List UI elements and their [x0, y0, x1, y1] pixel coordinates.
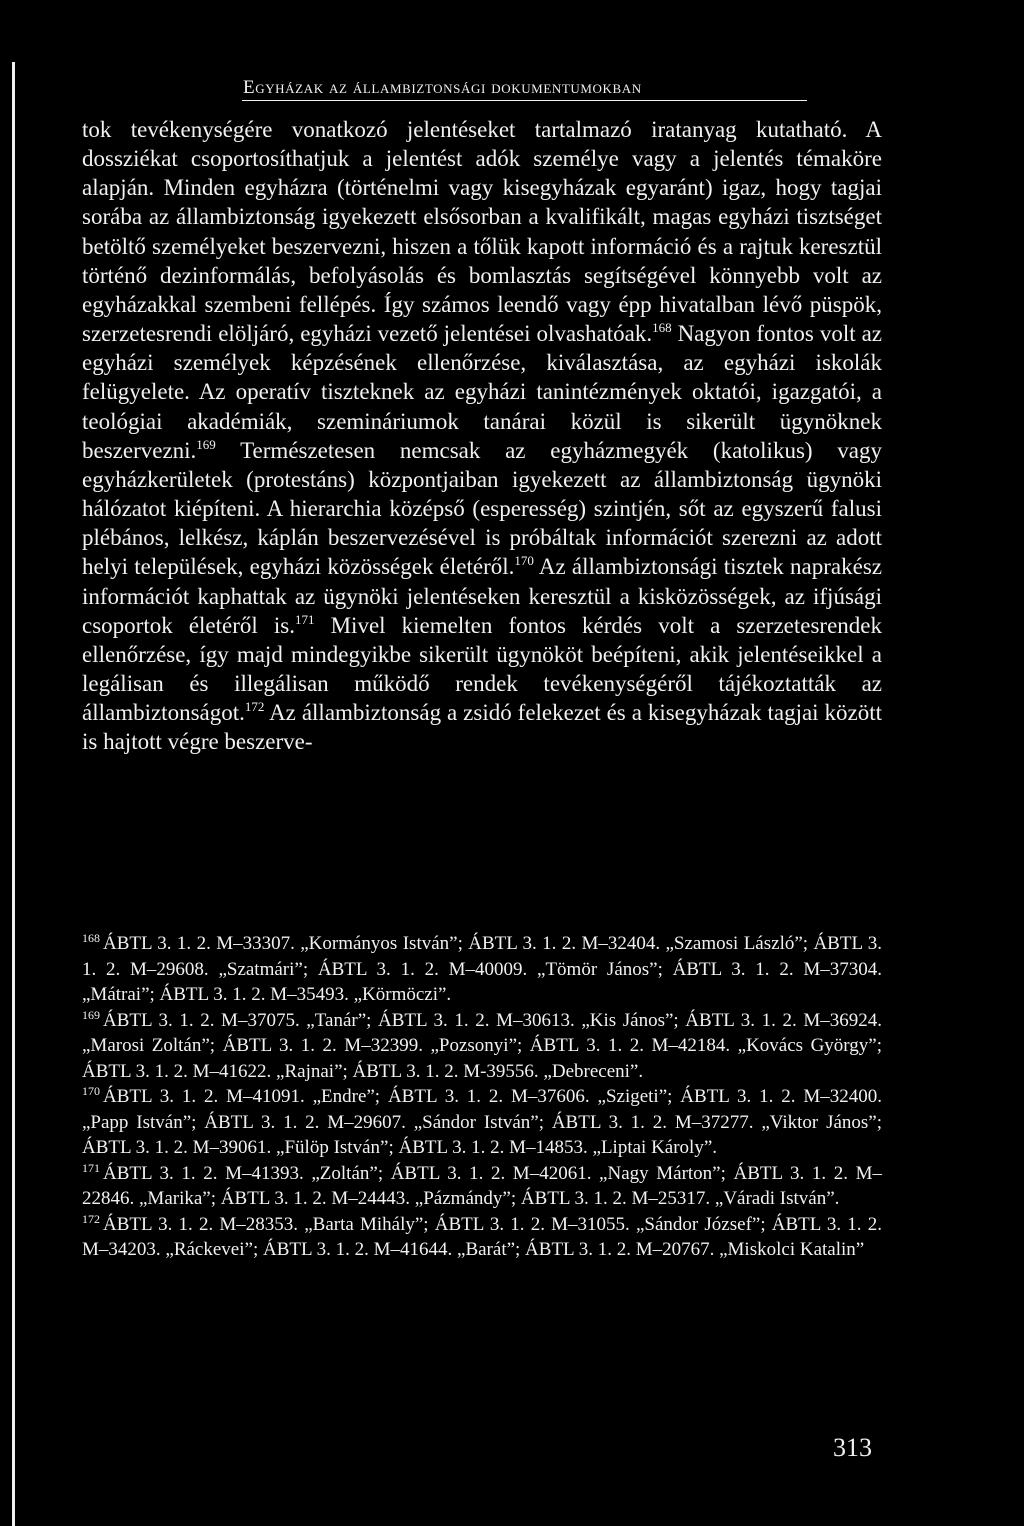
body-text-segment: Az állambiztonság a zsidó felekezet és a kisegyházak tagjai között is hajtott végre beszerve-: [82, 700, 882, 755]
footnote-number: 171: [82, 1160, 100, 1175]
footnote-number: 169: [82, 1007, 100, 1022]
footnote-number: 168: [82, 931, 100, 945]
footnote: [82, 1008, 882, 1085]
footnote-reference: 171: [294, 611, 315, 627]
footnote-reference: 172: [244, 699, 265, 715]
body-text-segment: Mivel kiemelten fontos kérdés volt a szerzetesrendek ellenőrzése, így majd mindegyikbe sikerült ügynököt beépíteni, akik jelentéseikkel a legálisan és illegálisan működő rendek tevékenységéről tájékoztatták az állambiztonságot.: [82, 612, 882, 726]
footnote-number: 172: [82, 1211, 100, 1226]
body-text-segment: Nagyon fontos volt az egyházi személyek képzésének ellenőrzése, kiválasztása, az egyházi iskolák felügyelete. Az operatív tiszteknek az egyházi tanintézmények oktatói, igazgatói, a teológiai akadémiák, szemináriumok tanárai közül is sikerült ügynöknek beszervezni.: [82, 321, 882, 463]
footnote-number: 170: [82, 1084, 100, 1098]
left-margin-line: [12, 62, 15, 1526]
footnote-text: ÁBTL 3. 1. 2. M–28353. „Barta Mihály”; ÁBTL 3. 1. 2. M–31055. „Sándor József”; ÁBTL 3. 1. 2. M–34203. „Ráckevei”; ÁBTL 3. 1. 2. M–41644. „Barát”; ÁBTL 3. 1. 2. M–20767. „Miskolci Katalin”: [82, 1213, 882, 1260]
footnote-text: ÁBTL 3. 1. 2. M–37075. „Tanár”; ÁBTL 3. 1. 2. M–30613. „Kis János”; ÁBTL 3. 1. 2. M–36924. „Marosi Zoltán”; ÁBTL 3. 1. 2. M–32399. „Pozsonyi”; ÁBTL 3. 1. 2. M–42184. „Kovács György”; ÁBTL 3. 1. 2. M–41622. „Rajnai”; ÁBTL 3. 1. 2. M-39556. „Debreceni”.: [82, 1009, 882, 1082]
footnote-text: ÁBTL 3. 1. 2. M–41091. „Endre”; ÁBTL 3. 1. 2. M–37606. „Szigeti”; ÁBTL 3. 1. 2. M–32400. „Papp István”; ÁBTL 3. 1. 2. M–29607. „Sándor István”; ÁBTL 3. 1. 2. M–37277. „Viktor János”; ÁBTL 3. 1. 2. M–39061. „Fülöp István”; ÁBTL 3. 1. 2. M–14853. „Liptai Károly”.: [82, 1086, 882, 1158]
footnote-reference: 169: [196, 436, 216, 452]
footnote: [82, 931, 882, 1008]
footnote-reference: 168: [652, 320, 672, 336]
footnote-text: ÁBTL 3. 1. 2. M–33307. „Kormányos István”; ÁBTL 3. 1. 2. M–32404. „Szamosi László”; ÁBTL 3. 1. 2. M–29608. „Szatmári”; ÁBTL 3. 1. 2. M–40009. „Tömör János”; ÁBTL 3. 1. 2. M–37304. „Mátrai”; ÁBTL 3. 1. 2. M–35493. „Körmöczi”.: [82, 933, 882, 1005]
running-header-title: Egyházak az állambiztonsági dokumentumokban: [243, 77, 642, 98]
footnote: [82, 1084, 882, 1161]
footnote-reference: 170: [514, 553, 534, 569]
body-text-segment: Az állambiztonsági tisztek naprakész információt kaphattak az ügynöki jelentéseken keresztül a kisközösségek, az ifjúsági csoportok életéről is.: [82, 554, 882, 638]
body-text-segment: tok tevékenységére vonatkozó jelentéseket tartalmazó iratanyag kutatható. A dossziékat csoportosíthatjuk a jelentést adók személye vagy a jelentés témaköre alapján. Minden egyházra (történelmi vagy kisegyházak egyaránt) igaz, hogy tagjai sorába az állambiztonság igyekezett elsősorban a kvalifikált, magas egyházi tisztséget betöltő személyeket beszervezni, hiszen a tőlük kapott információ és a rajtuk keresztül történő dezinformálás, befolyásolás és bomlasztás segítségével könnyebb volt az egyházakkal szembeni fellépés. Így számos leendő vagy épp hivatalban lévő püspök, szerzetesrendi elöljáró, egyházi vezető jelentései olvashatóak.: [82, 117, 882, 347]
footnote: [82, 1212, 882, 1263]
page-number: 313: [833, 1433, 872, 1462]
footnote-text: ÁBTL 3. 1. 2. M–41393. „Zoltán”; ÁBTL 3. 1. 2. M–42061. „Nagy Márton”; ÁBTL 3. 1. 2. M–22846. „Marika”; ÁBTL 3. 1. 2. M–24443. „Pázmándy”; ÁBTL 3. 1. 2. M–25317. „Váradi István”.: [82, 1162, 882, 1209]
footnote: [82, 1161, 882, 1212]
body-paragraph: [82, 115, 882, 756]
header-rule: [242, 100, 807, 101]
footnotes: [82, 931, 882, 1263]
body-text-segment: Természetesen nemcsak az egyházmegyék (katolikus) vagy egyházkerületek (protestáns) központjaiban igyekezett az állambiztonság ügynöki hálózatot kiépíteni. A hierarchia középső (esperesség) szintjén, sőt az egyszerű falusi plébános, lelkész, káplán beszervezésével is próbáltak információt szerezni az adott helyi települések, egyházi közösségek életéről.: [82, 437, 882, 580]
